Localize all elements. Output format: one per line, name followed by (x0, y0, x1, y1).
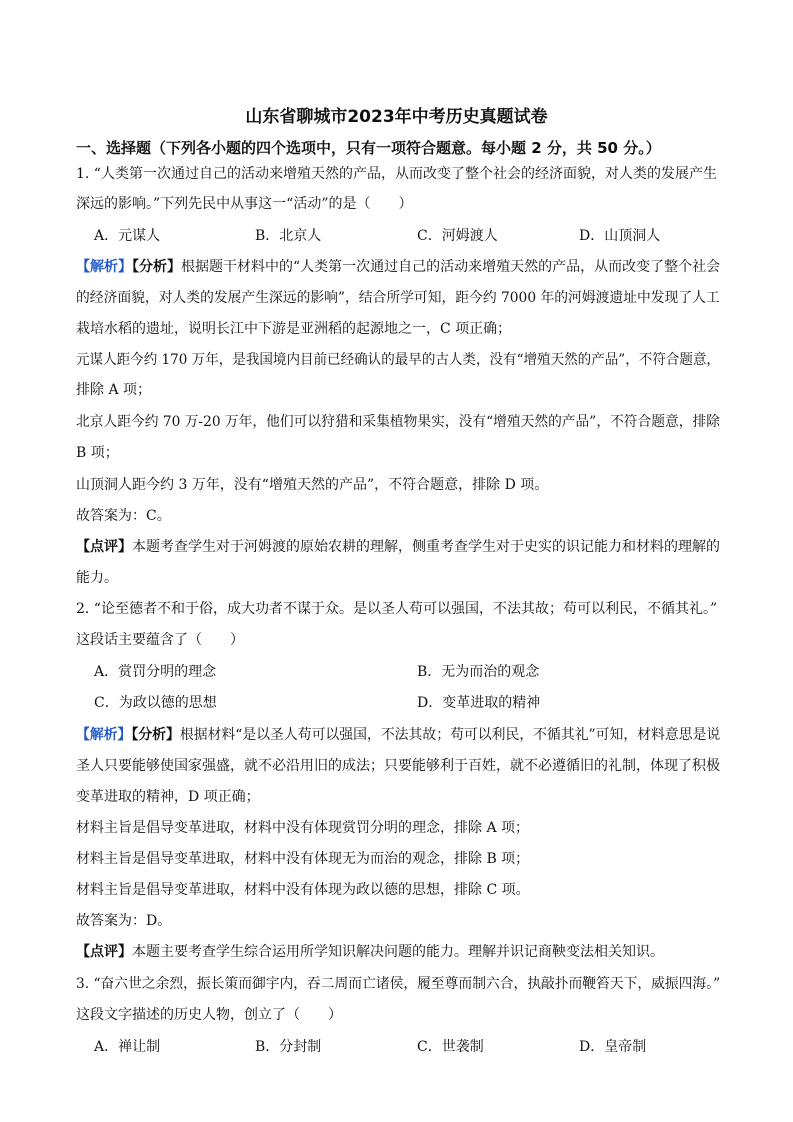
q2-stem-line2: 这段话主要蕴含了（ ） (76, 632, 244, 648)
dianping-tag: 【点评】 (76, 944, 132, 960)
dianping-tag: 【点评】 (76, 539, 132, 555)
q1-option-a: A．元谋人 (94, 228, 161, 244)
q3-stem-line2: 这段文字描述的历史人物，创立了（ ） (76, 1007, 342, 1023)
q2-analysis-line1 (76, 725, 720, 745)
q1-comment-text: 本题考查学生对于河姆渡的原始农耕的理解，侧重考查学生对于史实的识记能力和材料的理解的 (132, 539, 720, 555)
section-heading: 一、选择题（下列各小题的四个选项中，只有一项符合题意。每小题 2 分，共 50 分。） (76, 139, 661, 157)
jiexi-tag: 【解析】 (76, 727, 132, 743)
q3-option-b: B．分封制 (255, 1039, 322, 1055)
q2-analysis-line2: 圣人只要能够使国家强盛，就不必沿用旧的成法；只要能够利于百姓，就不必遵循旧的礼制，体现了积极 (76, 758, 720, 774)
q1-option-d: D．山顶洞人 (579, 228, 661, 244)
q1-option-c: C．河姆渡人 (417, 228, 498, 244)
q2-option-a: A．赏罚分明的理念 (94, 664, 217, 680)
q1-analysis-line1 (76, 257, 720, 277)
q1-analysis-line5: 排除 A 项； (76, 382, 152, 398)
q1-analysis-line7: B 项； (76, 445, 119, 461)
q2-comment-line1 (76, 942, 664, 962)
q2-stem-line1: 2. “论至德者不和于俗，成大功者不谋于众。是以圣人苟可以强国，不法其故；苟可以利民，不循其礼。” (76, 601, 718, 617)
q1-comment-line1 (76, 537, 720, 557)
q1-analysis-line6: 北京人距今约 70 万-20 万年，他们可以狩猎和采集植物果实，没有“增殖天然的产品”，不符合题意，排除 (76, 414, 721, 430)
q3-stem-line1: 3. “奋六世之余烈，振长策而御宇内，吞二周而亡诸侯，履至尊而制六合，执敲扑而鞭笞天下，威振四海。” (76, 976, 721, 992)
q2-analysis-line3: 变革进取的精神，D 项正确； (76, 789, 260, 805)
jiexi-tag: 【解析】 (76, 259, 132, 275)
q1-analysis-line4: 元谋人距今约 170 万年，是我国境内目前已经确认的最早的古人类，没有“增殖天然的产品”，不符合题意， (76, 352, 720, 368)
fenxi-tag: 【分析】 (132, 259, 181, 275)
q2-comment-text: 本题主要考查学生综合运用所学知识解决问题的能力。理解并识记商鞅变法相关知识。 (132, 944, 664, 960)
q1-option-b: B．北京人 (255, 228, 322, 244)
q3-option-d: D．皇帝制 (579, 1039, 647, 1055)
q3-option-a: A．禅让制 (94, 1039, 161, 1055)
q2-analysis-text: 根据材料“是以圣人苟可以强国，不法其故；苟可以利民，不循其礼”可知，材料意思是说 (179, 727, 721, 743)
page-title: 山东省聊城市2023年中考历史真题试卷 (245, 107, 548, 127)
fenxi-tag: 【分析】 (131, 727, 180, 743)
q1-stem-line2: 深远的影响。”下列先民中从事这一“活动”的是（ ） (76, 196, 413, 212)
q2-analysis-line6: 材料主旨是倡导变革进取，材料中没有体现为政以德的思想，排除 C 项。 (76, 882, 530, 898)
q2-option-b: B．无为而治的观念 (417, 664, 540, 680)
q1-analysis-line2: 的经济面貌，对人类的发展产生深远的影响”，结合所学可知，距今约 7000 年的河姆渡遗址中发现了人工 (76, 290, 720, 306)
q2-answer: 故答案为：D。 (76, 913, 172, 929)
q2-analysis-line4: 材料主旨是倡导变革进取，材料中没有体现赏罚分明的理念，排除 A 项； (76, 820, 530, 836)
q1-stem-line1: 1. “人类第一次通过自己的活动来增殖天然的产品，从而改变了整个社会的经济面貌，对人类的发展产生 (76, 166, 717, 182)
q1-analysis-text: 根据题干材料中的“人类第一次通过自己的活动来增殖天然的产品，从而改变了整个社会 (181, 259, 721, 275)
q2-option-d: D．变革进取的精神 (417, 695, 541, 711)
q1-analysis-line3: 栽培水稻的遗址，说明长江中下游是亚洲稻的起源地之一，C 项正确； (76, 321, 512, 337)
q2-option-c: C．为政以德的思想 (94, 695, 217, 711)
q1-comment-line2: 能力。 (76, 570, 118, 586)
q1-analysis-line8: 山顶洞人距今约 3 万年，没有“增殖天然的产品”，不符合题意，排除 D 项。 (76, 477, 549, 493)
q1-answer: 故答案为：C。 (76, 508, 171, 524)
q2-analysis-line5: 材料主旨是倡导变革进取，材料中没有体现无为而治的观念，排除 B 项； (76, 851, 530, 867)
q3-option-c: C．世袭制 (417, 1039, 484, 1055)
